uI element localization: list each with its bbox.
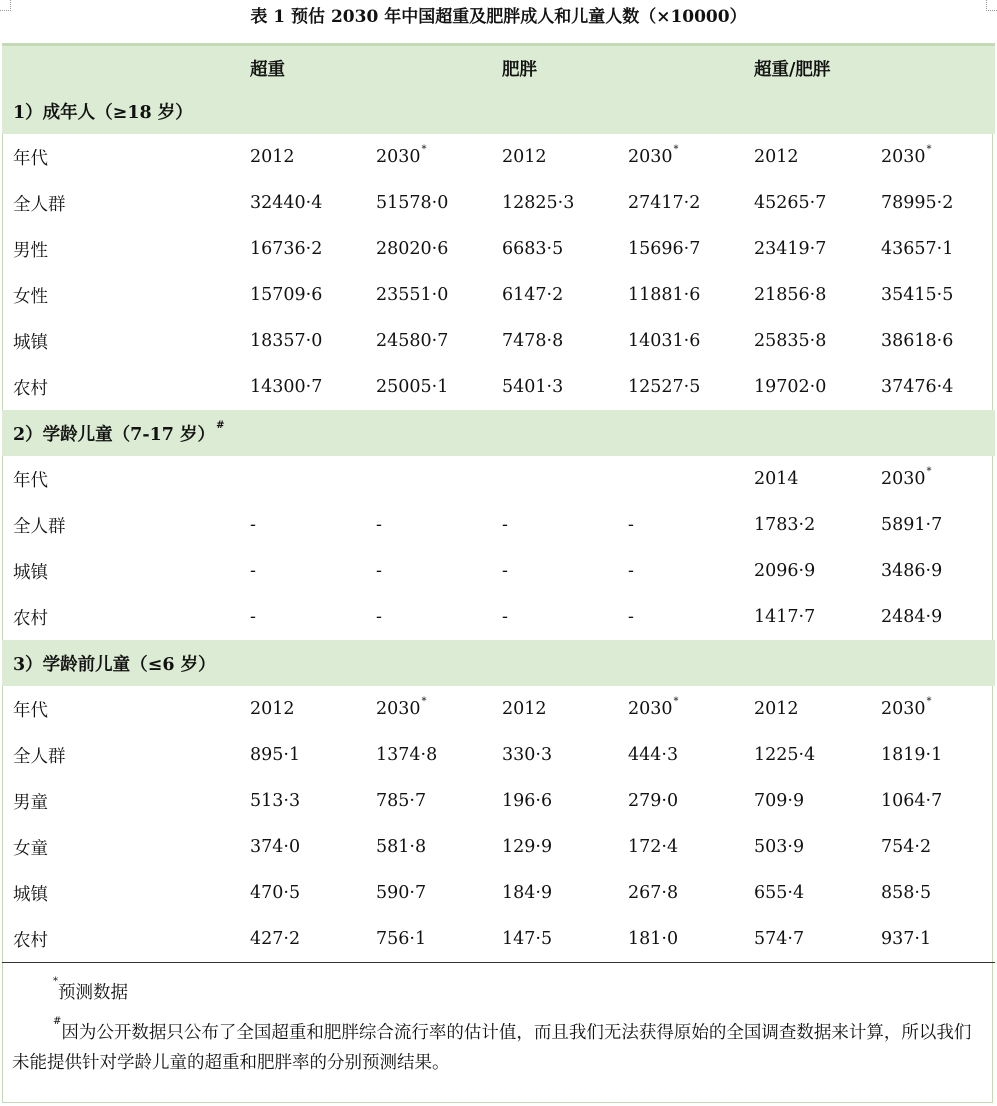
table-cell [881, 824, 931, 870]
year-cell-3-4-text: 2012 [754, 699, 799, 719]
table-cell-text: - [502, 561, 508, 581]
year-row-1 [2, 134, 995, 180]
table-cell [376, 226, 448, 272]
row-label-text: 男童 [13, 792, 48, 813]
table-row [2, 916, 995, 963]
table-cell [376, 916, 426, 962]
table-cell [376, 318, 448, 364]
table-cell-text: 23551·0 [376, 285, 449, 305]
table-cell [754, 732, 815, 778]
table-cell-text: 129·9 [502, 837, 553, 857]
table-cell-text: 503·9 [754, 837, 805, 857]
table-row [2, 318, 995, 364]
table-cell [881, 870, 931, 916]
table-cell-text: 2096·9 [754, 561, 816, 581]
table-cell [502, 870, 552, 916]
table-cell-text: 937·1 [881, 929, 932, 949]
row-label-text: 全人群 [13, 516, 66, 537]
table-cell [754, 180, 826, 226]
table-cell-text: 15709·6 [250, 285, 323, 305]
table-cell [754, 594, 815, 640]
row-label-text: 农村 [13, 930, 48, 951]
year-cell-1-4-text: 2012 [754, 147, 799, 167]
table-cell [502, 548, 508, 594]
table-cell-text: 78995·2 [881, 193, 954, 213]
year-cell-3-1-text: 2030 [376, 699, 421, 719]
table-cell-text: 785·7 [376, 791, 427, 811]
table-cell-text: 1064·7 [881, 791, 943, 811]
table-cell-text: 1374·8 [376, 745, 438, 765]
table-cell [628, 916, 678, 962]
table-cell [376, 180, 448, 226]
footnote-hash [12, 1018, 987, 1078]
year-cell-3-5-text: 2030 [881, 699, 926, 719]
table-cell [376, 870, 426, 916]
row-label-text: 农村 [13, 608, 48, 629]
table-cell [628, 732, 678, 778]
table-cell-text: 19702·0 [754, 377, 827, 397]
table-cell [628, 824, 678, 870]
table-cell [881, 732, 942, 778]
table-cell-text: - [250, 515, 256, 535]
table-cell-text: 513·3 [250, 791, 301, 811]
table-cell [376, 732, 437, 778]
year-cell-1-1: 2030 * [376, 144, 427, 167]
table-row [2, 732, 995, 778]
table-cell [628, 548, 634, 594]
table-cell [881, 318, 953, 364]
table-cell-text: 3486·9 [881, 561, 943, 581]
section-header-1 [2, 88, 995, 134]
table-cell [376, 272, 448, 318]
table-cell-text: 7478·8 [502, 331, 564, 351]
year-cell-1-5-text: 2030 [881, 147, 926, 167]
row-label [13, 364, 48, 410]
row-label-text: 农村 [13, 378, 48, 399]
table-cell-text: 427·2 [250, 929, 301, 949]
row-label [13, 732, 66, 778]
table-cell [250, 318, 322, 364]
row-label [13, 548, 48, 594]
table-cell-text: 184·9 [502, 883, 553, 903]
table-cell [754, 226, 826, 272]
table-cell [881, 364, 953, 410]
table-cell [250, 364, 322, 410]
year-cell-1-1-text: 2030 [376, 147, 421, 167]
table-cell [502, 364, 563, 410]
table-cell [250, 548, 256, 594]
row-label [13, 916, 48, 962]
table-cell [881, 778, 942, 824]
footnote-star-mark: * [53, 976, 58, 988]
table-cell-text: - [376, 515, 382, 535]
table-cell [376, 594, 382, 640]
year-cell-3-2 [502, 686, 547, 732]
year-cell-2-5-text: 2030 [881, 469, 926, 489]
table-cell [754, 272, 826, 318]
table-cell [881, 548, 942, 594]
header-overweight-text: 超重 [250, 59, 285, 80]
table-cell [754, 916, 804, 962]
table-cell [502, 226, 563, 272]
table-cell-text: 590·7 [376, 883, 427, 903]
table-cell [250, 594, 256, 640]
year-cell-3-3: 2030 * [628, 696, 679, 719]
table-cell-text: 1783·2 [754, 515, 816, 535]
table-cell [754, 548, 815, 594]
table-cell [754, 870, 804, 916]
header-obese [502, 46, 537, 90]
table-cell [502, 824, 552, 870]
year-cell-2-4-text: 2014 [754, 469, 799, 489]
table-cell [502, 916, 552, 962]
row-label [13, 226, 48, 272]
table-cell [502, 318, 563, 364]
table-cell-text: 6147·2 [502, 285, 564, 305]
table-cell [628, 226, 700, 272]
year-label-1 [13, 134, 48, 180]
year-label-2-text: 年代 [13, 470, 48, 491]
table-row [2, 180, 995, 226]
footnote-hash-text: 因为公开数据只公布了全国超重和肥胖综合流行率的估计值，而且我们无法获得原始的全国调查数据来计算，所以我们未能提供针对学龄儿童的超重和肥胖率的分别预测结果。 [12, 1023, 972, 1073]
row-label-text: 城镇 [13, 562, 48, 583]
table-row [2, 548, 995, 594]
table-cell-text: 756·1 [376, 929, 427, 949]
table-cell [376, 502, 382, 548]
table-cell-text: 895·1 [250, 745, 301, 765]
table-cell [754, 502, 815, 548]
table-cell [754, 364, 826, 410]
table-cell-text: 24580·7 [376, 331, 449, 351]
table-cell-text: 12527·5 [628, 377, 701, 397]
table-cell-text: 172·4 [628, 837, 679, 857]
year-cell-1-5: 2030 * [881, 144, 932, 167]
year-cell-1-4 [754, 134, 799, 180]
year-row-2 [2, 456, 995, 502]
year-cell-1-2 [502, 134, 547, 180]
table-cell [754, 778, 804, 824]
table-cell [628, 594, 634, 640]
table-cell-text: 655·4 [754, 883, 805, 903]
row-label [13, 824, 48, 870]
table-cell [250, 180, 322, 226]
table-cell-text: 6683·5 [502, 239, 564, 259]
table-cell [250, 870, 300, 916]
table-cell [628, 778, 678, 824]
table-cell [502, 272, 563, 318]
row-label-text: 女童 [13, 838, 48, 859]
year-cell-2-4 [754, 456, 799, 502]
header-overweight-obese-text: 超重/肥胖 [754, 59, 831, 80]
table-cell-text: 267·8 [628, 883, 679, 903]
table-cell-text: 43657·1 [881, 239, 954, 259]
table-cell [628, 870, 678, 916]
section-title-1 [13, 88, 193, 134]
table-cell-text: 11881·6 [628, 285, 701, 305]
year-cell-1-2-text: 2012 [502, 147, 547, 167]
table-cell-text: 754·2 [881, 837, 932, 857]
year-label-1-text: 年代 [13, 148, 48, 169]
row-label-text: 男性 [13, 240, 48, 261]
year-label-3-text: 年代 [13, 700, 48, 721]
table-cell-text: 181·0 [628, 929, 679, 949]
table-cell-text: 709·9 [754, 791, 805, 811]
table-row [2, 594, 995, 640]
table-cell [881, 180, 953, 226]
table-cell-text: 444·3 [628, 745, 679, 765]
row-label [13, 778, 48, 824]
year-cell-1-0 [250, 134, 295, 180]
table-cell-text: 16736·2 [250, 239, 323, 259]
table-cell [376, 364, 448, 410]
table-cell-text: - [502, 515, 508, 535]
table-cell-text: 14031·6 [628, 331, 701, 351]
section-title-3 [13, 640, 216, 686]
table-cell-text: 18357·0 [250, 331, 323, 351]
year-label-3 [13, 686, 48, 732]
table-cell-text: - [376, 561, 382, 581]
table-cell [754, 318, 826, 364]
table-cell [628, 272, 700, 318]
table-cell [250, 732, 300, 778]
table-cell [250, 778, 300, 824]
table-cell [502, 732, 552, 778]
table-cell-text: 330·3 [502, 745, 553, 765]
table-cell [881, 226, 953, 272]
row-label [13, 502, 66, 548]
table-cell [250, 272, 322, 318]
row-label [13, 594, 48, 640]
table-cell [502, 180, 574, 226]
footnote-star [12, 978, 987, 1008]
table-cell [502, 502, 508, 548]
table-cell-text: 45265·7 [754, 193, 827, 213]
table-cell-text: - [628, 515, 634, 535]
table-cell [250, 502, 256, 548]
table-cell-text: 37476·4 [881, 377, 954, 397]
table-cell [250, 226, 322, 272]
table-row [2, 226, 995, 272]
table-cell-text: 374·0 [250, 837, 301, 857]
table-cell [250, 824, 300, 870]
year-cell-3-2-text: 2012 [502, 699, 547, 719]
column-header-row [2, 43, 995, 90]
section-header-2 [2, 410, 995, 456]
header-overweight-obese [754, 46, 830, 90]
table-cell [502, 778, 552, 824]
row-label-text: 女性 [13, 286, 48, 307]
table-cell-text: 196·6 [502, 791, 553, 811]
table-cell-text: 32440·4 [250, 193, 323, 213]
table-cell-text: 27417·2 [628, 193, 701, 213]
table-cell [376, 824, 426, 870]
table-cell-text: 470·5 [250, 883, 301, 903]
table-cell-text: 5891·7 [881, 515, 943, 535]
table-cell-text: 1225·4 [754, 745, 816, 765]
section-title-2-text: 2）学龄儿童（7-17 岁） [13, 424, 216, 445]
table-cell-text: 21856·8 [754, 285, 827, 305]
year-cell-3-0-text: 2012 [250, 699, 295, 719]
section-title-2: 2）学龄儿童（7-17 岁） # [13, 420, 225, 445]
table-cell-text: 1819·1 [881, 745, 943, 765]
header-obese-text: 肥胖 [502, 59, 537, 80]
table-cell-text: 25005·1 [376, 377, 449, 397]
table-cell-text: 581·8 [376, 837, 427, 857]
year-cell-3-4 [754, 686, 799, 732]
table-cell-text: 2484·9 [881, 607, 943, 627]
table-cell-text: - [250, 561, 256, 581]
table-row [2, 824, 995, 870]
header-overweight [250, 46, 285, 90]
footnote-star-text: 预测数据 [58, 983, 128, 1003]
section-title-3-text: 3）学龄前儿童（≤6 岁） [13, 654, 216, 675]
year-row-3 [2, 686, 995, 732]
table-cell [628, 318, 700, 364]
year-cell-3-0 [250, 686, 295, 732]
table-cell-text: 12825·3 [502, 193, 575, 213]
row-label [13, 272, 48, 318]
table-cell [250, 916, 300, 962]
table-cell [881, 502, 942, 548]
table-row [2, 870, 995, 916]
footnote-hash-mark: # [53, 1016, 62, 1028]
table-cell [881, 272, 953, 318]
table-cell-text: 14300·7 [250, 377, 323, 397]
table-cell-text: 38618·6 [881, 331, 954, 351]
table-cell [376, 778, 426, 824]
row-label-text: 全人群 [13, 194, 66, 215]
table-row [2, 364, 995, 410]
table-cell [628, 502, 634, 548]
section-header-3 [2, 640, 995, 686]
table-cell-text: - [628, 561, 634, 581]
year-cell-3-3-text: 2030 [628, 699, 673, 719]
table-title: 表 1 预估 2030 年中国超重及肥胖成人和儿童人数（×10000） [250, 7, 747, 27]
table-cell [628, 364, 700, 410]
table-cell-text: 25835·8 [754, 331, 827, 351]
year-cell-1-3-text: 2030 [628, 147, 673, 167]
year-cell-1-3: 2030 * [628, 144, 679, 167]
table-cell [376, 548, 382, 594]
year-cell-1-0-text: 2012 [250, 147, 295, 167]
table-cell-text: 574·7 [754, 929, 805, 949]
table-cell [881, 594, 942, 640]
table-cell-text: - [376, 607, 382, 627]
table-cell-text: - [502, 607, 508, 627]
year-cell-3-1: 2030 * [376, 696, 427, 719]
table-cell-text: 147·5 [502, 929, 553, 949]
table-cell-text: 28020·6 [376, 239, 449, 259]
table-cell [502, 594, 508, 640]
year-cell-3-5: 2030 * [881, 696, 932, 719]
table-row [2, 502, 995, 548]
table-cell-text: 5401·3 [502, 377, 564, 397]
table-cell-text: 858·5 [881, 883, 932, 903]
row-label [13, 180, 66, 226]
row-label [13, 870, 48, 916]
table-row [2, 272, 995, 318]
table-cell [754, 824, 804, 870]
year-label-2 [13, 456, 48, 502]
row-label-text: 城镇 [13, 332, 48, 353]
table-cell-text: 23419·7 [754, 239, 827, 259]
row-label-text: 城镇 [13, 884, 48, 905]
table-cell-text: 279·0 [628, 791, 679, 811]
table-cell [628, 180, 700, 226]
table-cell-text: - [628, 607, 634, 627]
table-cell-text: 35415·5 [881, 285, 954, 305]
row-label [13, 318, 48, 364]
table-row [2, 778, 995, 824]
year-cell-2-5: 2030 * [881, 466, 932, 489]
row-label-text: 全人群 [13, 746, 66, 767]
table-cell-text: - [250, 607, 256, 627]
table-cell [881, 916, 931, 962]
table-cell-text: 1417·7 [754, 607, 816, 627]
section-title-1-text: 1）成年人（≥18 岁） [13, 102, 193, 123]
table-cell-text: 51578·0 [376, 193, 449, 213]
table-cell-text: 15696·7 [628, 239, 701, 259]
